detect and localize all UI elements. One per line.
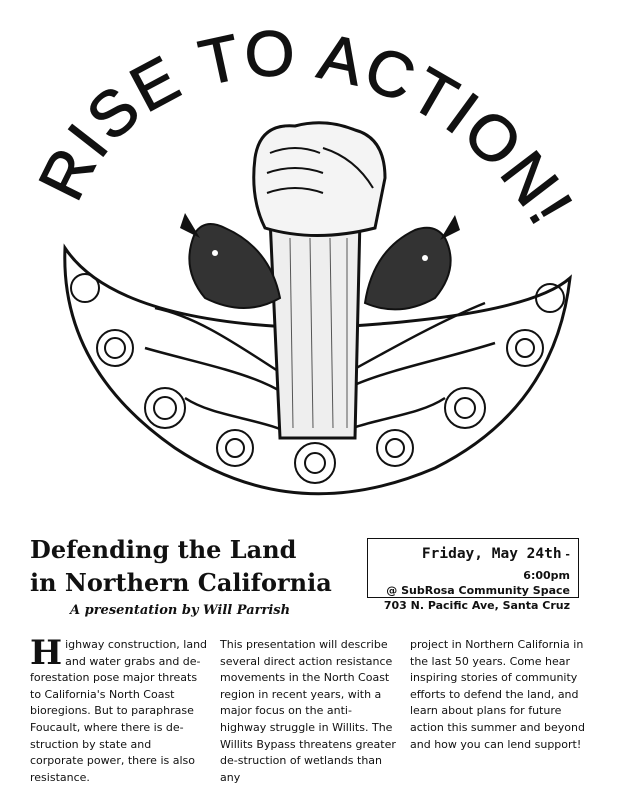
event-venue: @ SubRosa Community Space (386, 584, 570, 597)
presenter-line: A presentation by Will Parrish (70, 603, 291, 618)
subtitle-line2: in Northern California (30, 568, 332, 597)
subtitle-line1: Defending the Land (30, 535, 297, 564)
body-column-2: This presentation will describe several direct action resistance movements in the North Coast region in recent years, with a major focus on the anti-highway struggle in Willits. The Willits Bypass threatens greater de-struction of wetlands than any (220, 638, 396, 784)
event-info-box (367, 538, 579, 612)
event-time: - 6:00pm (523, 548, 570, 582)
event-address: 703 N. Pacific Ave, Santa Cruz (383, 599, 570, 612)
headline-text: RISE TO ACTION! (24, 16, 588, 238)
drop-cap: H (30, 633, 63, 673)
fist-illustration (55, 118, 575, 518)
body-column-3: project in Northern California in the last 50 years. Come hear inspiring stories of community efforts to defend the land, and learn about plans for future action this summer and beyond and how you can lend support! (410, 638, 585, 751)
event-date: Friday, May 24th (421, 546, 562, 562)
body-column-1-text: ighway construction, land and water grabs and de-forestation pose major threats to California's North Coast bioregions. But to paraphrase Foucault, where there is de-struction by state and corporate power, there is also resistance. (30, 638, 208, 784)
subtitle (30, 533, 370, 599)
body-column-1 (30, 633, 208, 786)
event-date-line (376, 543, 570, 583)
